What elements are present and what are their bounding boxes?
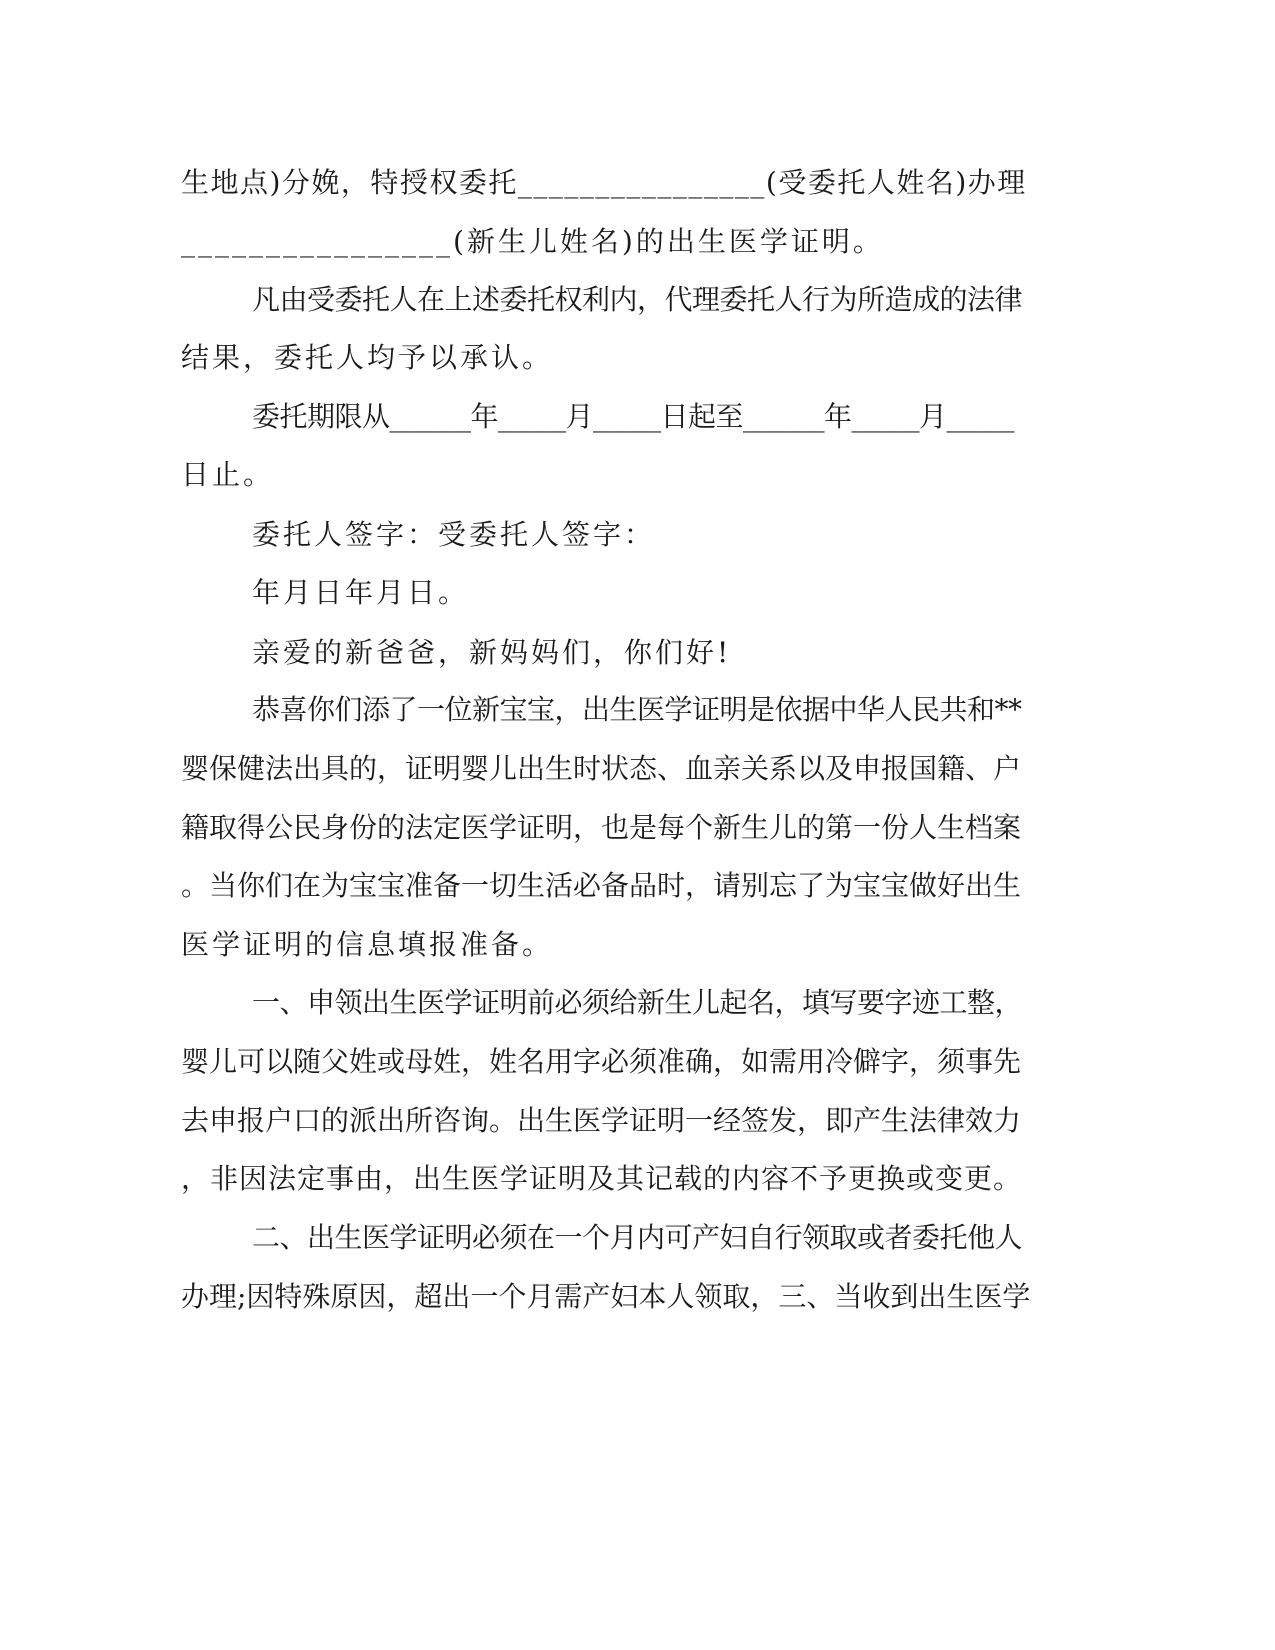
text-line: 结果，委托人均予以承认。 xyxy=(181,341,554,374)
text-line: 籍取得公民身份的法定医学证明，也是每个新生儿的第一份人生档案 xyxy=(181,811,1022,844)
text-line: 委托期限从______年_____月_____日起至______年_____月_____ xyxy=(252,400,1015,433)
text-line: 婴保健法出具的，证明婴儿出生时状态、血亲关系以及申报国籍、户 xyxy=(181,752,1022,785)
text-line: 凡由受委托人在上述委托权利内，代理委托人行为所造成的法律 xyxy=(252,283,1023,316)
text-line: ________________(新生儿姓名)的出生医学证明。 xyxy=(181,225,884,258)
text-line: 去申报户口的派出所咨询。出生医学证明一经签发，即产生法律效力 xyxy=(181,1104,1022,1137)
text-line: 恭喜你们添了一位新宝宝，出生医学证明是依据中华人民共和** xyxy=(252,693,1022,726)
text-line: 日止。 xyxy=(181,458,275,491)
text-line: 二、出生医学证明必须在一个月内可产妇自行领取或者委托他人 xyxy=(252,1221,1023,1254)
text-line: 委托人签字：受委托人签字： xyxy=(252,518,656,551)
text-line: 办理;因特殊原因，超出一个月需产妇本人领取，三、当收到出生医学 xyxy=(181,1280,1031,1313)
text-line: 婴儿可以随父姓或母姓，姓名用字必须准确，如需用冷僻字，须事先 xyxy=(181,1045,1022,1078)
text-line: 。当你们在为宝宝准备一切生活必备品时，请别忘了为宝宝做好出生 xyxy=(181,869,1022,902)
text-line: ，非因法定事由，出生医学证明及其记载的内容不予更换或变更。 xyxy=(181,1162,1023,1195)
text-line: 亲爱的新爸爸，新妈妈们，你们好! xyxy=(252,636,732,669)
text-line: 医学证明的信息填报准备。 xyxy=(181,928,554,961)
text-line: 年月日年月日。 xyxy=(252,576,470,609)
text-line: 生地点)分娩，特授权委托________________(受委托人姓名)办理 xyxy=(181,166,1027,199)
text-line: 一、申领出生医学证明前必须给新生儿起名，填写要字迹工整， xyxy=(252,986,1023,1019)
